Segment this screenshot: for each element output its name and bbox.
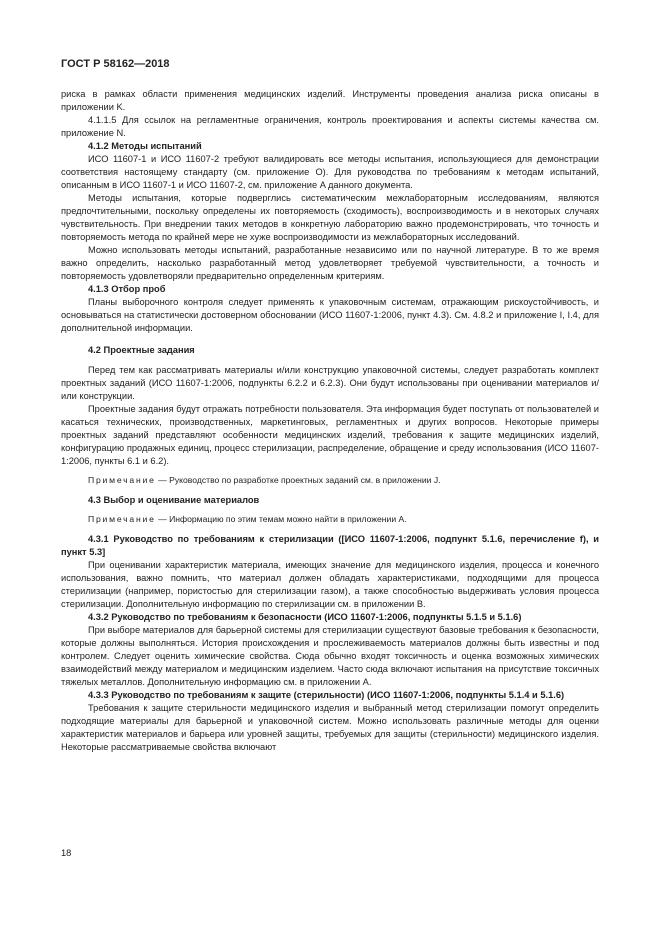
section-heading: 4.1.2 Методы испытаний [88, 141, 202, 151]
section-heading: 4.3 Выбор и оценивание материалов [88, 495, 260, 505]
document-body [61, 88, 599, 754]
document-page [61, 58, 599, 754]
paragraph: риска в рамках области применения медицинских изделий. Инструменты проведения анализа риска описаны в приложении K. [61, 89, 599, 112]
section-heading: 4.3.1 Руководство по требованиям к стерилизации ([ИСО 11607-1:2006, подпункт 5.1.6, перечисление f), и пункт 5.3] [61, 534, 599, 557]
standard-header: ГОСТ Р 58162—2018 [61, 58, 170, 70]
paragraph: При выборе материалов для барьерной системы для стерилизации существуют базовые требования к безопасности, которые должны выполняться. История происхождения и прослеживаемость материалов должны быть известны и под контролем. Следует оценить химические свойства. Сюда обычно входят токсичность и оценка возможных химических взаимодействий между материалом и медицинским изделием. Часто сюда включают испытания на присутствие токсичных тяжелых металлов. Дополнительную информацию см. в приложении A. [61, 625, 599, 687]
paragraph: ИСО 11607-1 и ИСО 11607-2 требуют валидировать все методы испытания, использующиеся для демонстрации соответствия настоящему стандарту (см. приложение O). Для руководства по требованиям к методам испытаний, описанным в ИСО 11607-1 и ИСО 11607-2, см. приложение A данного документа. [61, 154, 599, 190]
paragraph: При оценивании характеристик материала, имеющих значение для медицинского изделия, процесса и конечного использования, важно помнить, что материал должен обладать характеристиками, подходящими для процесса стерилизации (например, пористостью для стерилизации газом), а также способностью выдерживать условия процесса стерилизации. Дополнительную информацию по стерилизации см. в приложении B. [61, 560, 599, 609]
paragraph: Проектные задания будут отражать потребности пользователя. Эта информация будет поступать от пользователей и касаться технических, производственных, маркетинговых, регламентных и других вопросов. Некоторые примеры проектных заданий представляют особенности медицинских изделий, требования к защите медицинских изделий, конфигурацию продажных единиц, процесс стерилизации, распределение, обращение и среду использования (ИСО 11607-1:2006, пункты 6.1 и 6.2). [61, 404, 599, 466]
section-heading: 4.3.3 Руководство по требованиям к защите (стерильности) (ИСО 11607-1:2006, подпункты 5.1.4 и 5.1.6) [88, 690, 565, 700]
paragraph: 4.1.1.5 Для ссылок на регламентные ограничения, контроль проектирования и аспекты системы качества см. приложение N. [61, 115, 599, 138]
note [61, 474, 599, 487]
section-heading: 4.1.3 Отбор проб [88, 284, 166, 294]
note-text: — Руководство по разработке проектных заданий см. в приложении J. [158, 475, 441, 485]
note [61, 513, 599, 526]
note-label: Примечание [88, 475, 156, 485]
paragraph: Можно использовать методы испытаний, разработанные независимо или по научной литературе. В то же время важно определить, насколько разработанный метод удовлетворяет требуемой чувствительности, а точность и повторяемость удовлетворяли предварительно определенным критериям. [61, 245, 599, 281]
paragraph: Методы испытания, которые подверглись систематическим межлабораторным исследованиям, являются предпочтительными, поскольку определены их повторяемость (сходимость), воспроизводимость и в некоторых случаях чувствительность. При внедрении таких методов в конкретную лабораторию важно продемонстрировать, что точность и повторяемость метода по крайней мере не хуже воспроизводимости из межлабораторных исследований. [61, 193, 599, 242]
section-heading: 4.2 Проектные задания [88, 345, 195, 355]
paragraph: Планы выборочного контроля следует применять к упаковочным системам, отражающим рискоустойчивость, и основываться на статистически достоверном обосновании (ИСО 11607-1:2006, пункт 4.3). См. 4.8.2 и приложение I, I.4, для дополнительной информации. [61, 297, 599, 333]
section-heading: 4.3.2 Руководство по требованиям к безопасности (ИСО 11607-1:2006, подпункты 5.1.5 и 5.1.6) [88, 612, 522, 622]
page-number: 18 [61, 848, 72, 858]
paragraph: Требования к защите стерильности медицинского изделия и выбранный метод стерилизации помогут определить подходящие материалы для барьерной и упаковочной систем. Можно использовать различные методы для оценки характеристик материалов и барьера или уровней защиты, требуемых для защиты (стерильности) медицинского изделия. Некоторые рассматриваемые свойства включают [61, 703, 599, 752]
note-label: Примечание [88, 514, 156, 524]
note-text: — Информацию по этим темам можно найти в приложении A. [158, 514, 407, 524]
paragraph: Перед тем как рассматривать материалы и/или конструкцию упаковочной системы, следует разработать комплект проектных заданий (ИСО 11607-1:2006, подпункты 6.2.2 и 6.2.3). Они будут использованы при оценивании материалов и/или конструкции. [61, 365, 599, 401]
